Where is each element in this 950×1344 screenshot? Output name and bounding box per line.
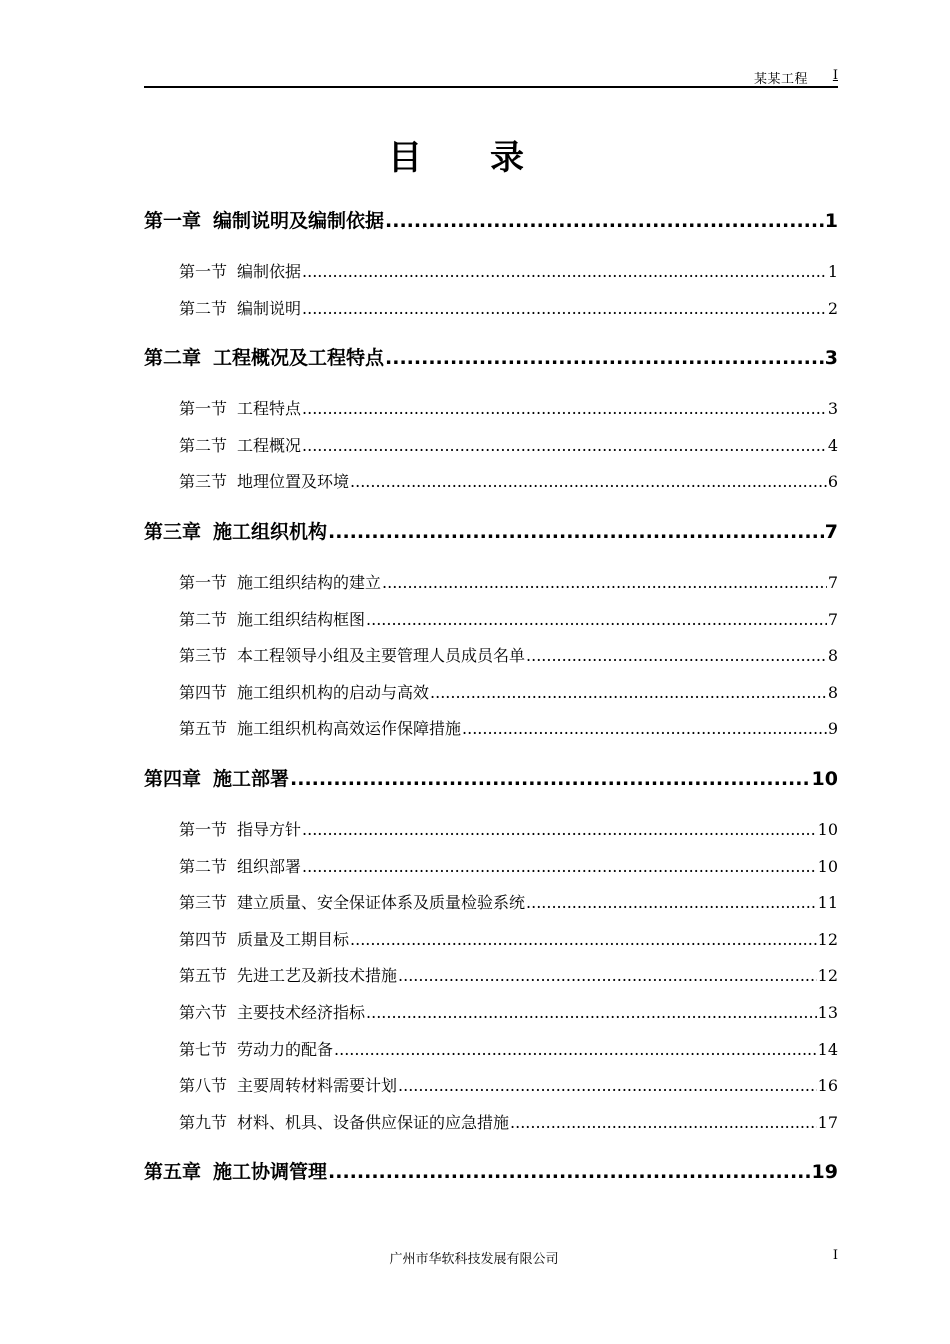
toc-page-number: 2 [827, 298, 838, 318]
page-footer [144, 1248, 838, 1268]
section-number: 第九节 [179, 1112, 228, 1132]
dot-leader [398, 958, 817, 995]
dot-leader [334, 1032, 817, 1069]
section-title: 建立质量、安全保证体系及质量检验系统 [237, 893, 526, 913]
chapter-title: 编制说明及编制依据 [213, 210, 385, 232]
toc-entry-label [179, 291, 301, 328]
toc-page-number: 10 [817, 819, 838, 839]
toc-entry-label [179, 995, 365, 1032]
dot-leader [526, 638, 827, 675]
chapter-number: 第四章 [144, 767, 202, 790]
section-title: 组织部署 [237, 856, 302, 876]
toc-entry-label [179, 464, 349, 501]
section-title: 工程特点 [237, 399, 302, 419]
chapter-number: 第一章 [144, 210, 202, 232]
toc-page-number: 17 [817, 1112, 838, 1132]
footer-page-number: I [832, 1248, 838, 1263]
toc-entry-label [144, 1153, 327, 1191]
toc-section-entry[interactable] [144, 254, 838, 291]
toc-page-number: 12 [817, 966, 838, 986]
section-number: 第二节 [179, 609, 228, 629]
dot-leader [398, 1068, 817, 1105]
dot-leader [302, 254, 827, 291]
toc-section-entry[interactable] [144, 391, 838, 428]
toc-page-number: 3 [824, 347, 838, 370]
toc-entry-label [144, 760, 289, 798]
toc-entry-label [179, 565, 381, 602]
toc-chapter-entry[interactable] [144, 339, 838, 377]
toc-entry-label [144, 339, 384, 377]
toc-section-entry[interactable] [144, 958, 838, 995]
toc-page-number: 16 [817, 1076, 838, 1096]
dot-leader [302, 391, 827, 428]
toc-page-number: 1 [827, 262, 838, 281]
toc-entry-label [179, 885, 525, 922]
toc-section-entry[interactable] [144, 922, 838, 959]
section-title: 质量及工期目标 [237, 929, 350, 949]
section-title: 主要技术经济指标 [237, 1002, 366, 1022]
dot-leader [510, 1105, 817, 1142]
section-title: 主要周转材料需要计划 [237, 1076, 398, 1096]
toc-entry-label [179, 958, 397, 995]
toc-chapter-entry[interactable] [144, 202, 838, 240]
dot-leader [350, 464, 827, 501]
dot-leader [385, 339, 824, 377]
toc-title: 目录 [388, 138, 592, 178]
dot-leader [302, 291, 827, 328]
section-title: 指导方针 [237, 819, 302, 839]
toc-chapter-entry[interactable] [144, 513, 838, 551]
toc-section-entry[interactable] [144, 602, 838, 639]
toc-entry-label [179, 1105, 509, 1142]
section-title: 地理位置及环境 [237, 472, 350, 492]
section-title: 材料、机具、设备供应保证的应急措施 [237, 1112, 510, 1132]
toc-page-number: 10 [811, 767, 838, 790]
chapter-title: 施工协调管理 [213, 1161, 328, 1184]
section-number: 第二节 [179, 435, 228, 455]
dot-leader [302, 849, 817, 886]
section-number: 第三节 [179, 646, 228, 666]
chapter-number: 第二章 [144, 347, 202, 370]
toc-page-number: 7 [827, 609, 838, 629]
toc-entry-label [179, 922, 349, 959]
toc-page-number: 1 [824, 210, 838, 232]
toc-chapter-entry[interactable] [144, 760, 838, 798]
section-title: 编制说明 [237, 298, 302, 318]
chapter-number: 第五章 [144, 1161, 202, 1184]
toc-section-entry[interactable] [144, 995, 838, 1032]
toc-page-number: 7 [824, 520, 838, 543]
toc-entry-label [179, 428, 301, 465]
section-title: 施工组织机构的启动与高效 [237, 682, 430, 702]
toc-section-entry[interactable] [144, 711, 838, 748]
dot-leader [302, 428, 827, 465]
toc-page-number: 7 [827, 572, 838, 592]
dot-leader [290, 760, 811, 798]
section-number: 第一节 [179, 819, 228, 839]
toc-page-number: 8 [827, 646, 838, 666]
dot-leader [462, 711, 827, 748]
toc-entry-label [179, 812, 301, 849]
dot-leader [366, 602, 827, 639]
section-title: 施工组织结构框图 [237, 609, 366, 629]
section-title: 编制依据 [237, 262, 302, 281]
toc-page-number: 10 [817, 856, 838, 876]
chapter-title: 工程概况及工程特点 [213, 347, 385, 370]
section-number: 第四节 [179, 929, 228, 949]
dot-leader [350, 922, 817, 959]
section-number: 第二节 [179, 856, 228, 876]
section-title: 先进工艺及新技术措施 [237, 966, 398, 986]
section-number: 第五节 [179, 719, 228, 739]
toc-section-entry[interactable] [144, 1068, 838, 1105]
page-header [144, 66, 838, 88]
toc-section-entry[interactable] [144, 291, 838, 328]
chapter-title: 施工部署 [213, 767, 290, 790]
toc-page-number: 3 [827, 399, 838, 419]
chapter-title: 施工组织机构 [213, 520, 328, 543]
section-number: 第七节 [179, 1039, 228, 1059]
section-title: 施工组织机构高效运作保障措施 [237, 719, 462, 739]
section-number: 第一节 [179, 399, 228, 419]
dot-leader [302, 812, 817, 849]
toc-entry-label [179, 391, 301, 428]
toc-page-number: 8 [827, 682, 838, 702]
toc-entry-label [179, 849, 301, 886]
toc-page-number: 19 [811, 1161, 838, 1184]
toc-section-entry[interactable] [144, 885, 838, 922]
dot-leader [328, 1153, 811, 1191]
toc-entry-label [144, 202, 384, 240]
toc-page-number: 11 [817, 893, 838, 913]
section-number: 第八节 [179, 1076, 228, 1096]
toc-page-number: 13 [817, 1002, 838, 1022]
toc-entry-label [179, 675, 429, 712]
section-number: 第一节 [179, 572, 228, 592]
section-title: 本工程领导小组及主要管理人员成员名单 [237, 646, 526, 666]
header-page-number: I [832, 68, 838, 83]
toc-page-number: 14 [817, 1039, 838, 1059]
toc-section-entry[interactable] [144, 1032, 838, 1069]
table-of-contents [144, 202, 838, 1205]
toc-section-entry[interactable] [144, 428, 838, 465]
toc-section-entry[interactable] [144, 849, 838, 886]
section-number: 第三节 [179, 893, 228, 913]
toc-entry-label [179, 711, 461, 748]
toc-page-number: 6 [827, 472, 838, 492]
dot-leader [526, 885, 817, 922]
toc-section-entry[interactable] [144, 638, 838, 675]
toc-entry-label [179, 254, 301, 291]
toc-page-number: 12 [817, 929, 838, 949]
toc-entry-label [144, 513, 327, 551]
dot-leader [382, 565, 827, 602]
section-number: 第三节 [179, 472, 228, 492]
toc-section-entry[interactable] [144, 812, 838, 849]
header-project-name: 某某工程 [753, 72, 808, 87]
dot-leader [328, 513, 824, 551]
toc-page-number: 4 [827, 435, 838, 455]
toc-section-entry[interactable] [144, 675, 838, 712]
section-number: 第四节 [179, 682, 228, 702]
section-number: 第六节 [179, 1002, 228, 1022]
section-number: 第五节 [179, 966, 228, 986]
section-title: 劳动力的配备 [237, 1039, 334, 1059]
section-number: 第二节 [179, 298, 228, 318]
toc-section-entry[interactable] [144, 464, 838, 501]
footer-company-name: 广州市华软科技发展有限公司 [389, 1252, 559, 1267]
chapter-number: 第三章 [144, 520, 202, 543]
toc-entry-label [179, 638, 525, 675]
toc-entry-label [179, 1068, 397, 1105]
toc-entry-label [179, 602, 365, 639]
dot-leader [366, 995, 817, 1032]
dot-leader [385, 202, 824, 240]
dot-leader [430, 675, 827, 712]
section-title: 工程概况 [237, 435, 302, 455]
toc-chapter-entry[interactable] [144, 1153, 838, 1191]
toc-section-entry[interactable] [144, 1105, 838, 1142]
toc-section-entry[interactable] [144, 565, 838, 602]
toc-entry-label [179, 1032, 333, 1069]
toc-page-number: 9 [827, 719, 838, 739]
section-number: 第一节 [179, 262, 228, 281]
section-title: 施工组织结构的建立 [237, 572, 382, 592]
